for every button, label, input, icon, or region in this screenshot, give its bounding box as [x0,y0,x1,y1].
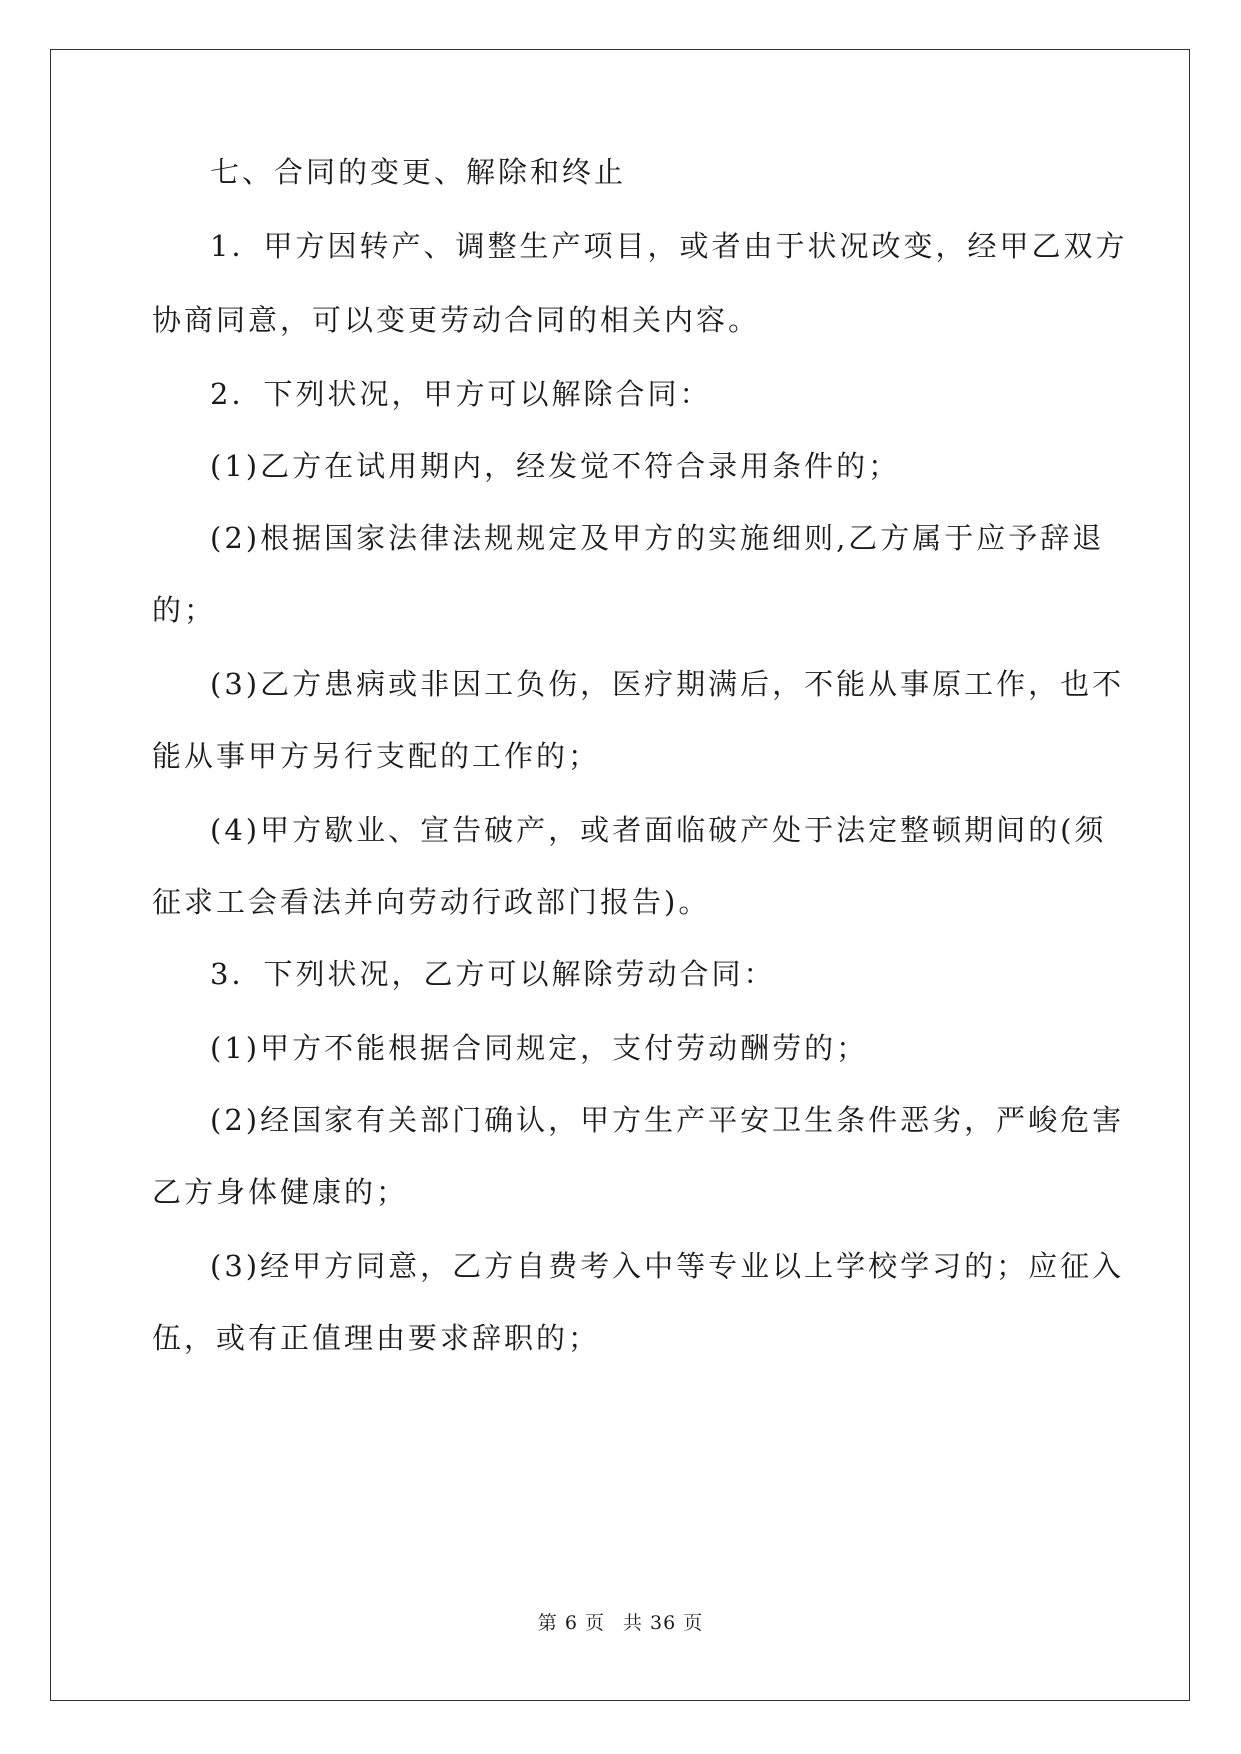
paragraph-line: (4)甲方歇业、宣告破产，或者面临破产处于法定整顿期间的(须 [210,813,1107,847]
page-border [50,49,1190,1701]
paragraph-line: (1)乙方在试用期内，经发觉不符合录用条件的； [210,449,901,483]
paragraph-line: 征求工会看法并向劳动行政部门报告)。 [152,885,711,919]
page-footer [0,1608,1241,1635]
page-number: 第 6 页 [537,1612,605,1634]
paragraph-line: (2)根据国家法律法规规定及甲方的实施细则,乙方属于应予辞退 [210,521,1105,555]
paragraph-line: (1)甲方不能根据合同规定，支付劳动酬劳的； [210,1031,869,1065]
paragraph-line: 1．甲方因转产、调整生产项目，或者由于状况改变，经甲乙双方 [210,229,1128,263]
paragraph-line: 2．下列状况，甲方可以解除合同： [210,377,712,411]
paragraph-line: 协商同意，可以变更劳动合同的相关内容。 [152,303,761,337]
paragraph-line: 乙方身体健康的； [152,1175,409,1209]
paragraph-line: 能从事甲方另行支配的工作的； [152,739,601,773]
section-heading: 七、合同的变更、解除和终止 [210,155,627,189]
paragraph-line: (3)乙方患病或非因工负伤，医疗期满后，不能从事原工作，也不 [210,667,1125,701]
paragraph-line: (2)经国家有关部门确认，甲方生产平安卫生条件恶劣，严峻危害 [210,1103,1125,1137]
paragraph-line: (3)经甲方同意，乙方自费考入中等专业以上学校学习的；应征入 [210,1249,1125,1283]
paragraph-line: 的； [152,593,217,627]
paragraph-line: 3．下列状况，乙方可以解除劳动合同： [210,957,776,991]
paragraph-line: 伍，或有正值理由要求辞职的； [152,1321,601,1355]
page-total: 共 36 页 [622,1612,704,1634]
